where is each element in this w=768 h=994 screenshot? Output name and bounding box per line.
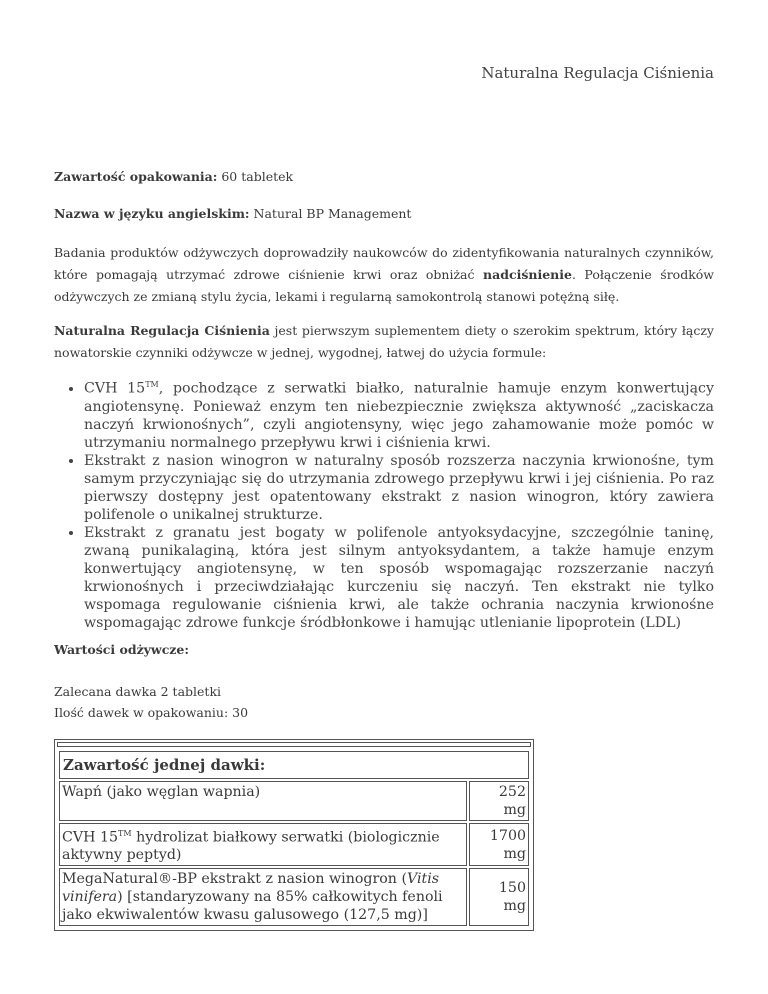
ingredient-list xyxy=(54,376,714,632)
table-header: Zawartość jednej dawki: xyxy=(59,751,529,779)
package-content-line xyxy=(54,168,714,186)
ingredient-amount xyxy=(469,823,529,867)
r2-pre: CVH 15 xyxy=(62,829,119,846)
package-content-label: Zawartość opakowania: xyxy=(54,169,218,184)
product-paragraph xyxy=(54,320,714,364)
servings-per-package: Ilość dawek w opakowaniu: 30 xyxy=(54,704,249,720)
r3-pre: MegaNatural®-BP ekstrakt z nasion winogron ( xyxy=(62,871,407,888)
english-name-line xyxy=(54,205,714,223)
ingredient-name: Wapń (jako węglan wapnia) xyxy=(59,781,467,821)
ingredient-amount: 252 mg xyxy=(469,781,529,821)
ingredient-name xyxy=(59,868,467,926)
product-description: jest pierwszym suplementem diety o szerokim spektrum, który łączy nowatorskie czynniki odżywcze w jednej, wygodnej, łatwej do użycia formule: xyxy=(54,323,714,360)
page-title: Naturalna Regulacja Ciśnienia xyxy=(481,64,714,82)
ingredient-name xyxy=(59,823,467,867)
list-item xyxy=(84,376,714,452)
list-item: • Ekstrakt z nasion winogron w naturalny sposób rozszerza naczynia krwionośne, tym samym przyczyniając się do utrzymania zdrowego przepływu krwi i jej ciśnienia. Po raz pierwszy dostępny jest opatentowany ekstrakt z nasion winogron, który zawiera polifenole o unikalnej strukturze. xyxy=(84,452,714,524)
main-content xyxy=(54,168,714,931)
table-top-rule xyxy=(57,742,531,747)
r2-post: hydrolizat białkowy serwatki (biologicznie aktywny peptyd) xyxy=(62,829,440,864)
trademark-mark: TM xyxy=(118,828,132,838)
nutrition-heading: Wartości odżywcze: xyxy=(54,641,189,657)
product-name-bold: Naturalna Regulacja Ciśnienia xyxy=(54,323,270,338)
r2-amount-unit: mg xyxy=(503,845,526,862)
r2-amount-num: 1700 xyxy=(489,827,526,844)
table-row xyxy=(59,781,529,821)
intro-text-before: Badania produktów odżywczych doprowadziły naukowców do zidentyfikowania naturalnych czynników, które pomagają utrzymać zdrowe ciśnienie krwi oraz obniżać xyxy=(54,245,714,282)
r3-post: ) [standaryzowany na 85% całkowitych fenoli jako ekwiwalentów kwasu galusowego (127,5 mg)] xyxy=(62,889,443,924)
r3-italic: Vitis vinifera xyxy=(62,871,440,906)
list-item: • Ekstrakt z granatu jest bogaty w polifenole antyoksydacyjne, szczególnie taninę, zwaną punikalaginą, która jest silnym antyoksydantem, a także hamuje enzym konwertujący angiotensynę, w ten sposób wspomagając rozszerzanie naczyń krwionośnych i przeciwdziałając kurczeniu się naczyń. Ten ekstrakt nie tylko wspomaga regulowanie ciśnienia krwi, ale także ochrania naczynia krwionośne wspomagając zdrowe funkcje śródbłonkowe i hamując utlenianie lipoprotein (LDL) xyxy=(84,524,714,632)
intro-bold-word: nadciśnienie xyxy=(483,267,572,282)
intro-paragraph xyxy=(54,242,714,308)
english-name-value: Natural BP Management xyxy=(253,206,412,221)
ingredient-amount: 150 mg xyxy=(469,868,529,926)
english-name-label: Nazwa w języku angielskim: xyxy=(54,206,250,221)
trademark-mark: TM xyxy=(145,380,159,389)
intro-text-after: . Połączenie środków odżywczych ze zmianą stylu życia, lekami i regularną samokontrolą stanowi potężną siłę. xyxy=(54,267,714,304)
bullet-1-pre: CVH 15 xyxy=(84,380,146,397)
table-row xyxy=(59,868,529,926)
table-row xyxy=(59,823,529,867)
table-row xyxy=(59,751,529,779)
package-content-value: 60 tabletek xyxy=(221,169,294,184)
bullet-1-post: , pochodzące z serwatki białko, naturalnie hamuje enzym konwertujący angiotensynę. Ponieważ enzym ten niebezpiecznie zwiększa aktywność „zaciskacza naczyń krwionośnych”, czyli angiotensyny, więc jego zahamowanie może pomóc w utrzymaniu normalnego przepływu krwi i ciśnienia krwi. xyxy=(84,380,714,451)
supplement-facts-table xyxy=(54,739,534,932)
supplement-table xyxy=(57,749,531,929)
recommended-dose: Zalecana dawka 2 tabletki xyxy=(54,683,222,699)
